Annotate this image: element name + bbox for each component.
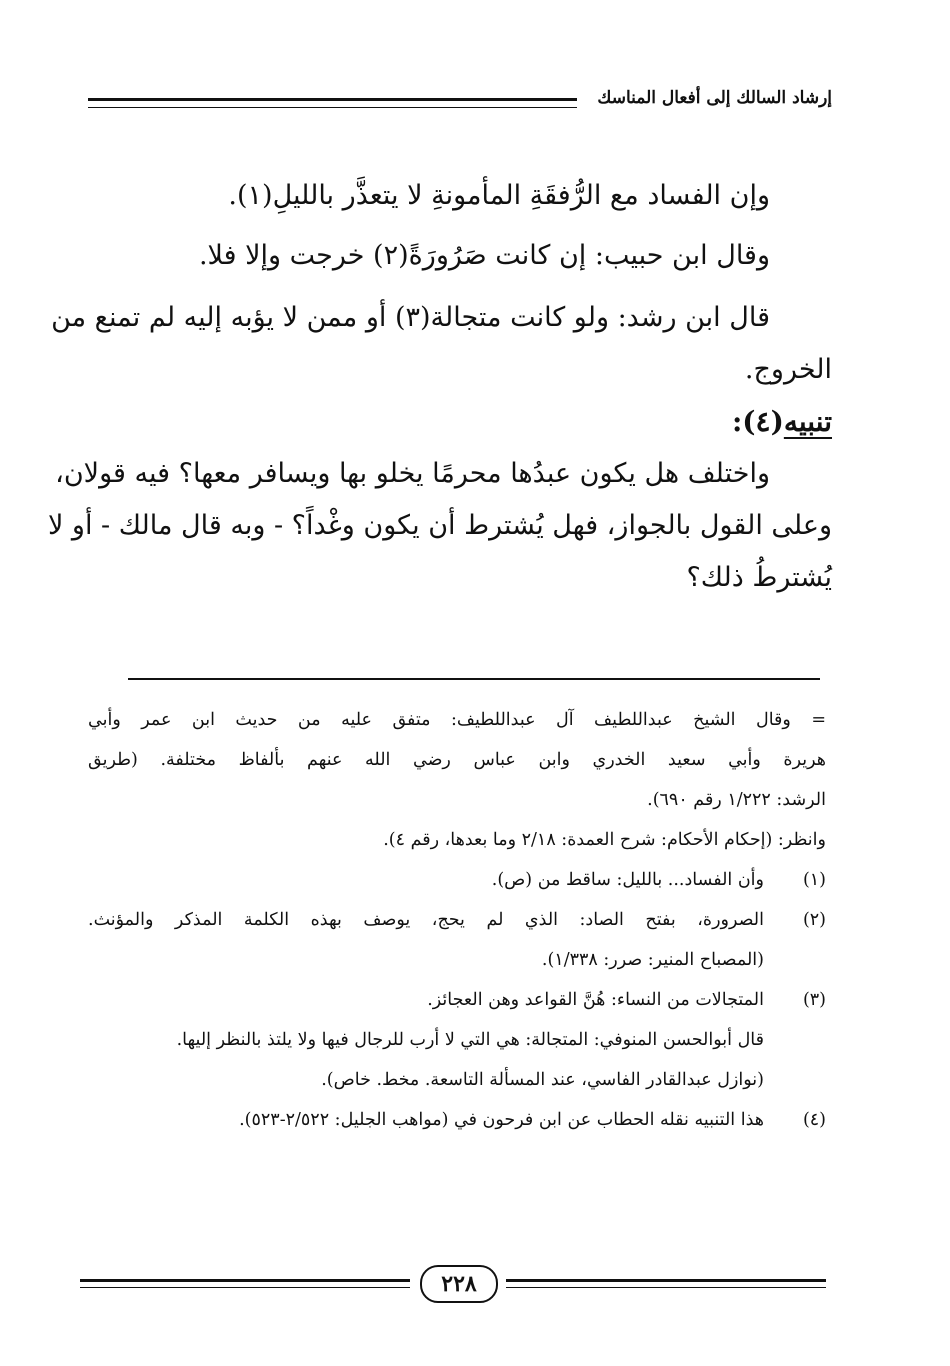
main-paragraph-1: وإن الفساد مع الرُّفقَةِ المأمونةِ لا يتعذَّر بالليلِ(١). (228, 180, 770, 211)
footnote-text: المتجالات من النساء: هُنَّ القواعد وهن العجائز. (427, 990, 764, 1010)
footnote-number: (٢) (802, 910, 826, 930)
footnote-text: الصرورة، بفتح الصاد: الذي لم يحج، يوصف بهذه الكلمة المذكر والمؤنث. (88, 910, 764, 930)
footnote-3-source: (نوازل عبدالقادر الفاسي، عند المسألة التاسعة. مخط. خاص). (321, 1070, 764, 1090)
footnote-4 (88, 1100, 826, 1140)
page-footer (80, 1265, 826, 1309)
header-rule (88, 98, 577, 108)
main-paragraph-3-line-2: الخروج. (744, 354, 832, 385)
footer-rule-right (506, 1279, 826, 1288)
footnote-3-quote: قال أبوالحسن المنوفي: المتجالة: هي التي لا أرب للرجال فيها ولا يلتذ بالنظر إليها. (176, 1030, 764, 1050)
heading-footnote-mark: (٤): (731, 405, 784, 438)
footnote-number: (٣) (802, 990, 826, 1010)
footnote-2-source: (المصباح المنير: صرر: ١/٣٣٨). (541, 950, 764, 970)
footnote-number: (١) (802, 870, 826, 890)
footnote-number: (٤) (802, 1110, 826, 1130)
footnote-3 (88, 980, 826, 1020)
main-text (47, 170, 832, 604)
book-title: إرشاد السالك إلى أفعال المناسك (597, 88, 832, 108)
footer-rule-left (80, 1279, 410, 1288)
section-heading (78, 396, 832, 448)
main-paragraph-4-line-3: يُشترطُ ذلك؟ (686, 562, 832, 593)
main-paragraph-3-line-1: قال ابن رشد: ولو كانت متجالة(٣) أو ممن لا يؤبه إليه لم تمنع من (51, 302, 770, 333)
running-header (88, 88, 832, 118)
footnote-2 (88, 900, 826, 940)
footnote-text: هذا التنبيه نقله الحطاب عن ابن فرحون في (مواهب الجليل: ٢/٥٢٢-٥٢٣). (239, 1110, 764, 1130)
page-number: ٢٢٨ (420, 1265, 498, 1303)
main-paragraph-2: وقال ابن حبيب: إن كانت صَرُورَةً(٢) خرجت وإلا فلا. (198, 240, 770, 271)
footnote-1 (88, 860, 826, 900)
main-paragraph-4-line-1: واختلف هل يكون عبدُها محرمًا يخلو بها ويسافر معها؟ فيه قولان، (55, 458, 770, 489)
footnote-continuation-line: الرشد: ١/٢٢٢ رقم ٦٩٠). (647, 790, 826, 810)
footnote-text: وأن الفساد... بالليل: ساقط من (ص). (491, 870, 764, 890)
footnotes (88, 700, 826, 1140)
main-paragraph-4-line-2: وعلى القول بالجواز، فهل يُشترط أن يكون وغْداً؟ - وبه قال مالك - أو لا (47, 510, 832, 541)
footnote-continuation-line: = وقال الشيخ عبداللطيف آل عبداللطيف: متفق عليه من حديث ابن عمر وأبي (88, 710, 826, 730)
heading-word: تنبيه (783, 405, 832, 438)
footnote-separator (128, 678, 820, 680)
footnote-continuation-line: وانظر: (إحكام الأحكام: شرح العمدة: ٢/١٨ وما بعدها، رقم ٤). (383, 830, 826, 850)
footnote-continuation-line: هريرة وأبي سعيد الخدري وابن عباس رضي الله عنهم بألفاظ مختلفة. (طريق (88, 750, 826, 770)
